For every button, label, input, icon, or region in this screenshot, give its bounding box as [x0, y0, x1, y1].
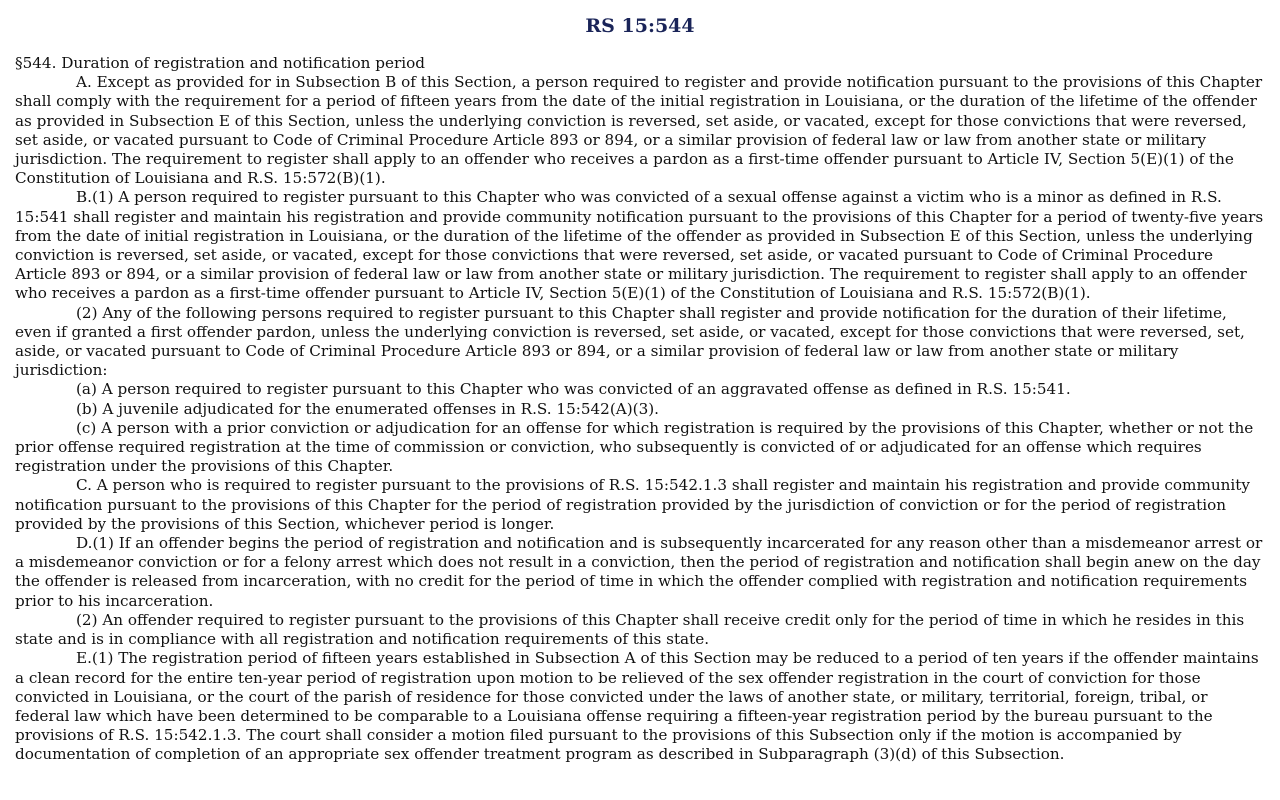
paragraph-b1: B.(1) A person required to register pursuant to this Chapter who was convicted of a sexual offense against a victim who is a minor as defined in R.S. 15:541 shall register and maintain his registration and provide community notification pursuant to the provisions of this Chapter for a period of twenty-five years from the date of initial registration in Louisiana, or the duration of the lifetime of the offender as provided in Subsection E of this Section, unless the underlying conviction is reversed, set aside, or vacated, except for those convictions that were reversed, set aside, or vacated pursuant to Code of Criminal Procedure Article 893 or 894, or a similar provision of federal law or law from another state or military jurisdiction. The requirement to register shall apply to an offender who receives a pardon as a first-time offender pursuant to Article IV, Section 5(E)(1) of the Constitution of Louisiana and R.S. 15:572(B)(1). [15, 188, 1264, 303]
paragraph-b2a: (a) A person required to register pursuant to this Chapter who was convicted of an aggravated offense as defined in R.S. 15:541. [76, 380, 1071, 399]
paragraph-a: A. Except as provided for in Subsection B of this Section, a person required to register and provide notification pursuant to the provisions of this Chapter shall comply with the requirement for a period of fifteen years from the date of the initial registration in Louisiana, or the duration of the lifetime of the offender as provided in Subsection E of this Section, unless the underlying conviction is reversed, set aside, or vacated, except for those convictions that were reversed, set aside, or vacated pursuant to Code of Criminal Procedure Article 893 or 894, or a similar provision of federal law or law from another state or military jurisdiction. The requirement to register shall apply to an offender who receives a pardon as a first-time offender pursuant to Article IV, Section 5(E)(1) of the Constitution of Louisiana and R.S. 15:572(B)(1). [15, 73, 1263, 188]
paragraph-b2c: (c) A person with a prior conviction or adjudication for an offense for which registration is required by the provisions of this Chapter, whether or not the prior offense required registration at the time of commission or conviction, who subsequently is convicted of or adjudicated for an offense which requires registration under the provisions of this Chapter. [15, 418, 1254, 476]
paragraph-d1: D.(1) If an offender begins the period of registration and notification and is subsequently incarcerated for any reason other than a misdemeanor arrest or a misdemeanor conviction or for a felony arrest which does not result in a conviction, then the period of registration and notification shall begin anew on the day the offender is released from incarceration, with no credit for the period of time in which the offender complied with registration and notification requirements prior to his incarceration. [15, 534, 1263, 610]
paragraph-b2: (2) Any of the following persons required to register pursuant to this Chapter shall register and provide notification for the duration of their lifetime, even if granted a first offender pardon, unless the underlying conviction is reversed, set aside, or vacated, except for those convictions that were reversed, set, aside, or vacated pursuant to Code of Criminal Procedure Article 893 or 894, or a similar provision of federal law or law from another state or military jurisdiction: [15, 303, 1245, 380]
paragraph-d2: (2) An offender required to register pursuant to the provisions of this Chapter shall receive credit only for the period of time in which he resides in this state and is in compliance with all registration and notification requirements of this state. [15, 610, 1245, 649]
page-title: RS 15:544 [585, 15, 695, 37]
paragraph-b2b: (b) A juvenile adjudicated for the enumerated offenses in R.S. 15:542(A)(3). [76, 399, 660, 418]
paragraph-e1: E.(1) The registration period of fifteen years established in Subsection A of this Section may be reduced to a period of ten years if the offender maintains a clean record for the entire ten-year period of registration upon motion to be relieved of the sex offender registration in the court of conviction for those convicted in Louisiana, or the court of the parish of residence for those convicted under the laws of another state, or military, territorial, foreign, tribal, or federal law which have been determined to be comparable to a Louisiana offense requiring a fifteen-year registration period by the bureau pursuant to the provisions of R.S. 15:542.1.3. The court shall consider a motion filed pursuant to the provisions of this Subsection only if the motion is accompanied by documentation of completion of an appropriate sex offender treatment program as described in Subparagraph (3)(d) of this Subsection. [15, 649, 1259, 764]
paragraph-c: C. A person who is required to register pursuant to the provisions of R.S. 15:542.1.3 shall register and maintain his registration and provide community notification pursuant to the provisions of this Chapter for the period of registration provided by the jurisdiction of conviction or for the period of registration provided by the provisions of this Section, whichever period is longer. [15, 476, 1250, 533]
section-heading: §544. Duration of registration and notification period [15, 54, 425, 72]
